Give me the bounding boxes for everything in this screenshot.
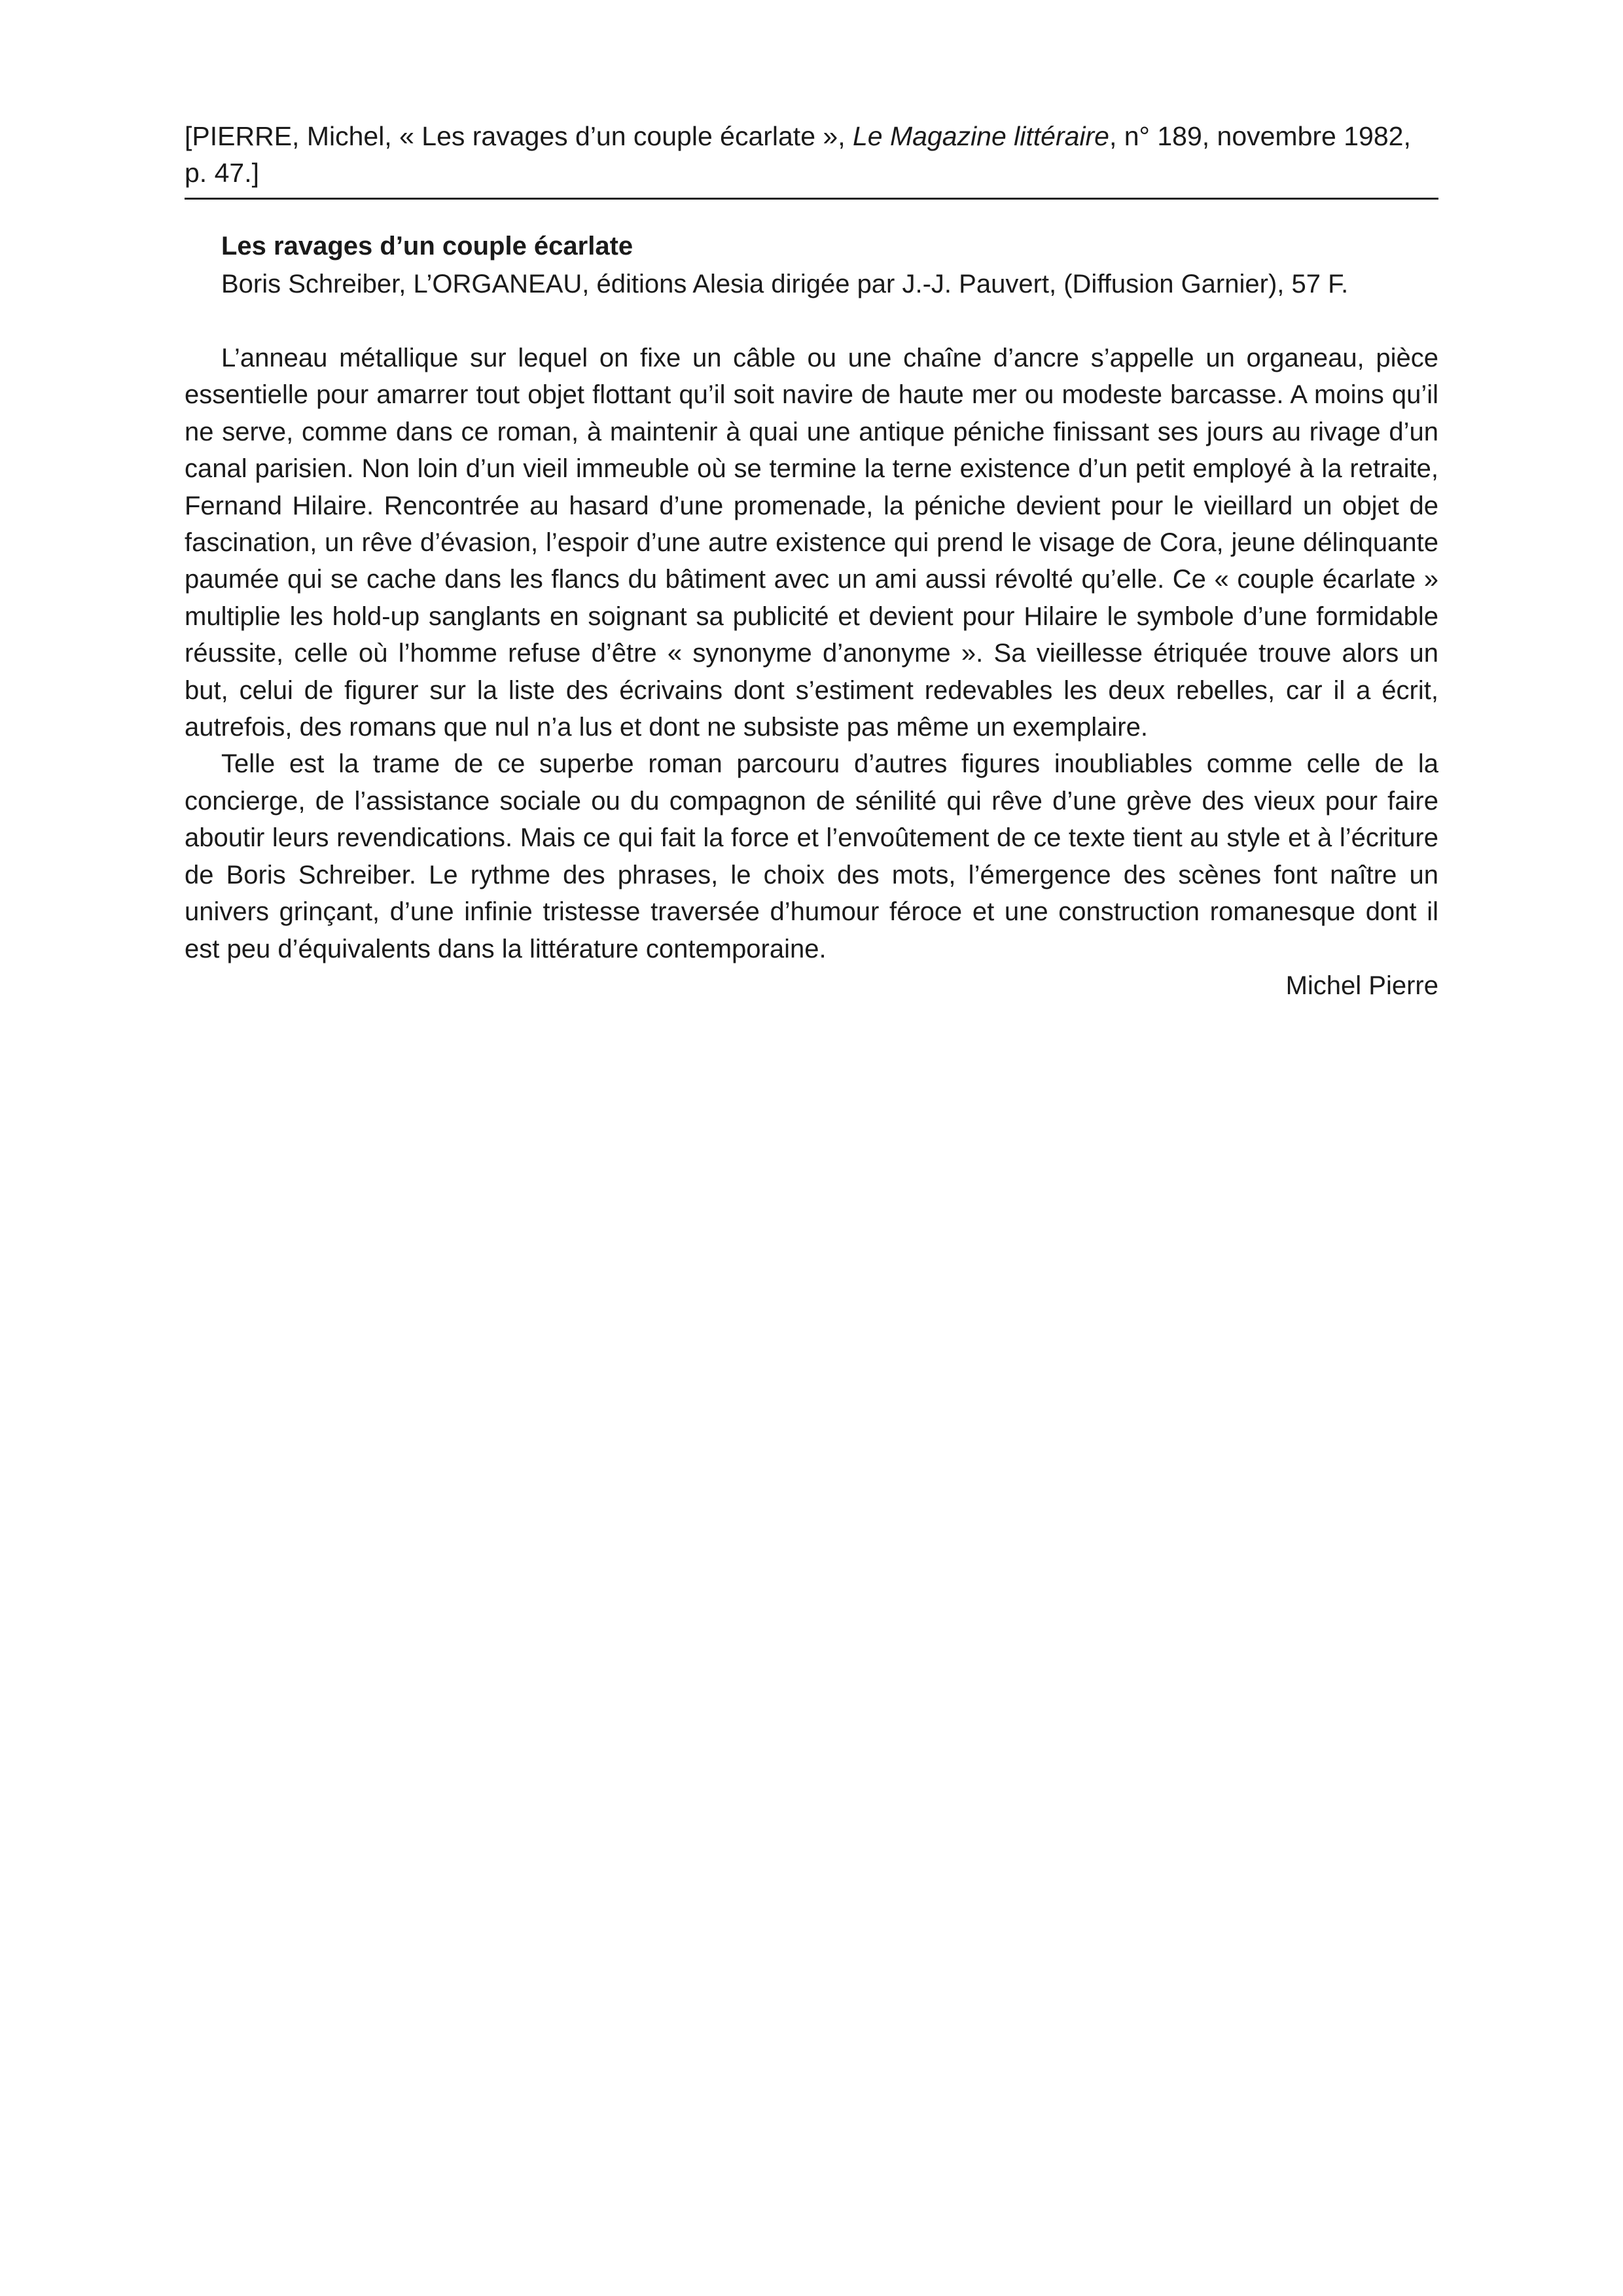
article-paragraph-1: L’anneau métallique sur lequel on fixe un câble ou une chaîne d’ancre s’appelle un organeau, pièce essentielle pour amarrer tout objet flottant qu’il soit navire de haute mer ou modeste barcasse. A moins qu’il ne serve, comme dans ce roman, à maintenir à quai une antique péniche finissant ses jours au rivage d’un canal parisien. Non loin d’un vieil immeuble où se termine la terne existence d’un petit employé à la retraite, Fernand Hilaire. Rencontrée au hasard d’une promenade, la péniche devient pour le vieillard un objet de fascination, un rêve d’évasion, l’espoir d’une autre existence qui prend le visage de Cora, jeune délinquante paumée qui se cache dans les flancs du bâtiment avec un ami aussi révolté qu’elle. Ce « couple écarlate » multiplie les hold-up sanglants en soignant sa publicité et devient pour Hilaire le symbole d’une formidable réussite, celle où l’homme refuse d’être « synonyme d’anonyme ». Sa vieillesse étriquée trouve alors un but, celui de figurer sur la liste des écrivains dont s’estiment redevables les deux rebelles, car il a écrit, autrefois, des romans que nul n’a lus et dont ne subsiste pas même un exemplaire. (185, 344, 1438, 742)
citation-text-end: , n° 189, novembre 1982, p. 47.] (185, 121, 1411, 188)
journal-name: Le Magazine littéraire (852, 121, 1109, 151)
article-title: Les ravages d’un couple écarlate (221, 232, 633, 260)
citation-reference (185, 118, 1438, 200)
citation-text-start: [PIERRE, Michel, « Les ravages d’un couple écarlate », (185, 121, 853, 151)
author-signature: Michel Pierre (1285, 971, 1438, 1000)
article-paragraph-2: Telle est la trame de ce superbe roman parcouru d’autres figures inoubliables comme celle de la concierge, de l’assistance sociale ou du compagnon de sénilité qui rêve d’une grève des vieux pour faire aboutir leurs revendications. Mais ce qui fait la force et l’envoûtement de ce texte tient au style et à l’écriture de Boris Schreiber. Le rythme des phrases, le choix des mots, l’émergence des scènes font naître un univers grinçant, d’une infinie tristesse traversée d’humour féroce et une construction romanesque dont il est peu d’équivalents dans la littérature contemporaine. (185, 749, 1438, 963)
article-heading (185, 227, 1438, 303)
article-body (185, 340, 1438, 1004)
book-info: Boris Schreiber, L’ORGANEAU, éditions Alesia dirigée par J.-J. Pauvert, (Diffusion Garnier), 57 F. (221, 270, 1349, 298)
document-page (185, 118, 1438, 1004)
